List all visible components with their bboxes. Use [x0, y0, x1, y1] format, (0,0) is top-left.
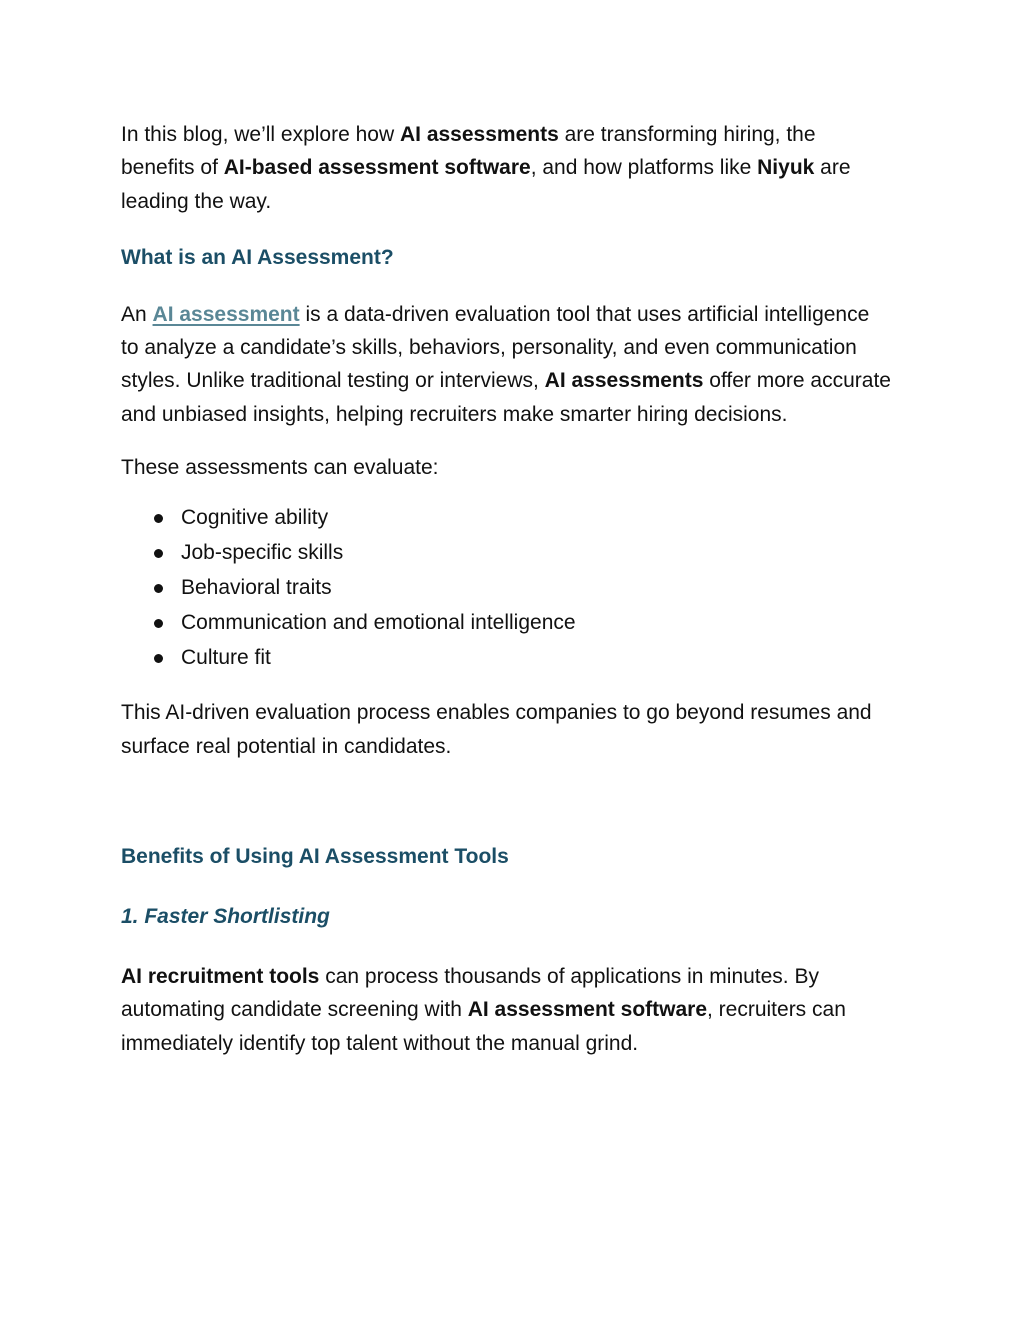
- evaluation-list: [121, 501, 891, 675]
- document-page: [121, 118, 891, 1060]
- definition-paragraph: An AI assessment is a data-driven evaluation tool that uses artificial intelligence to analyze a candidate’s skills, behaviors, personality, and even communication styles. Unlike traditional testing or interviews, AI assessments offer more accurate and unbiased insights, helping recruiters make smarter hiring decisions.: [121, 302, 891, 426]
- bullet-icon: [154, 584, 163, 593]
- bullet-icon: [154, 514, 163, 523]
- bullet-icon: [154, 654, 163, 663]
- bullet-icon: [154, 549, 163, 558]
- list-item: Communication and emotional intelligence: [121, 606, 891, 641]
- faster-shortlisting-paragraph: AI recruitment tools can process thousands of applications in minutes. By automating candidate screening with AI assessment software, recruiters can immediately identify top talent without the manual grind.: [121, 964, 846, 1055]
- ai-assessment-link[interactable]: AI assessment: [152, 302, 300, 326]
- list-item: Cognitive ability: [121, 501, 891, 536]
- bullet-icon: [154, 619, 163, 628]
- section-heading-benefits: Benefits of Using AI Assessment Tools: [121, 844, 509, 868]
- list-item: Behavioral traits: [121, 571, 891, 606]
- section-heading-what-is-ai-assessment: What is an AI Assessment?: [121, 245, 394, 269]
- evaluate-intro-paragraph: These assessments can evaluate:: [121, 456, 439, 480]
- intro-paragraph: In this blog, we’ll explore how AI assessments are transforming hiring, the benefits of AI-based assessment software, and how platforms like Niyuk are leading the way.: [121, 123, 851, 213]
- list-item: Job-specific skills: [121, 536, 891, 571]
- list-item: Culture fit: [121, 641, 891, 676]
- subheading-faster-shortlisting: 1. Faster Shortlisting: [121, 904, 330, 928]
- evaluation-process-paragraph: This AI-driven evaluation process enables companies to go beyond resumes and surface real potential in candidates.: [121, 701, 872, 758]
